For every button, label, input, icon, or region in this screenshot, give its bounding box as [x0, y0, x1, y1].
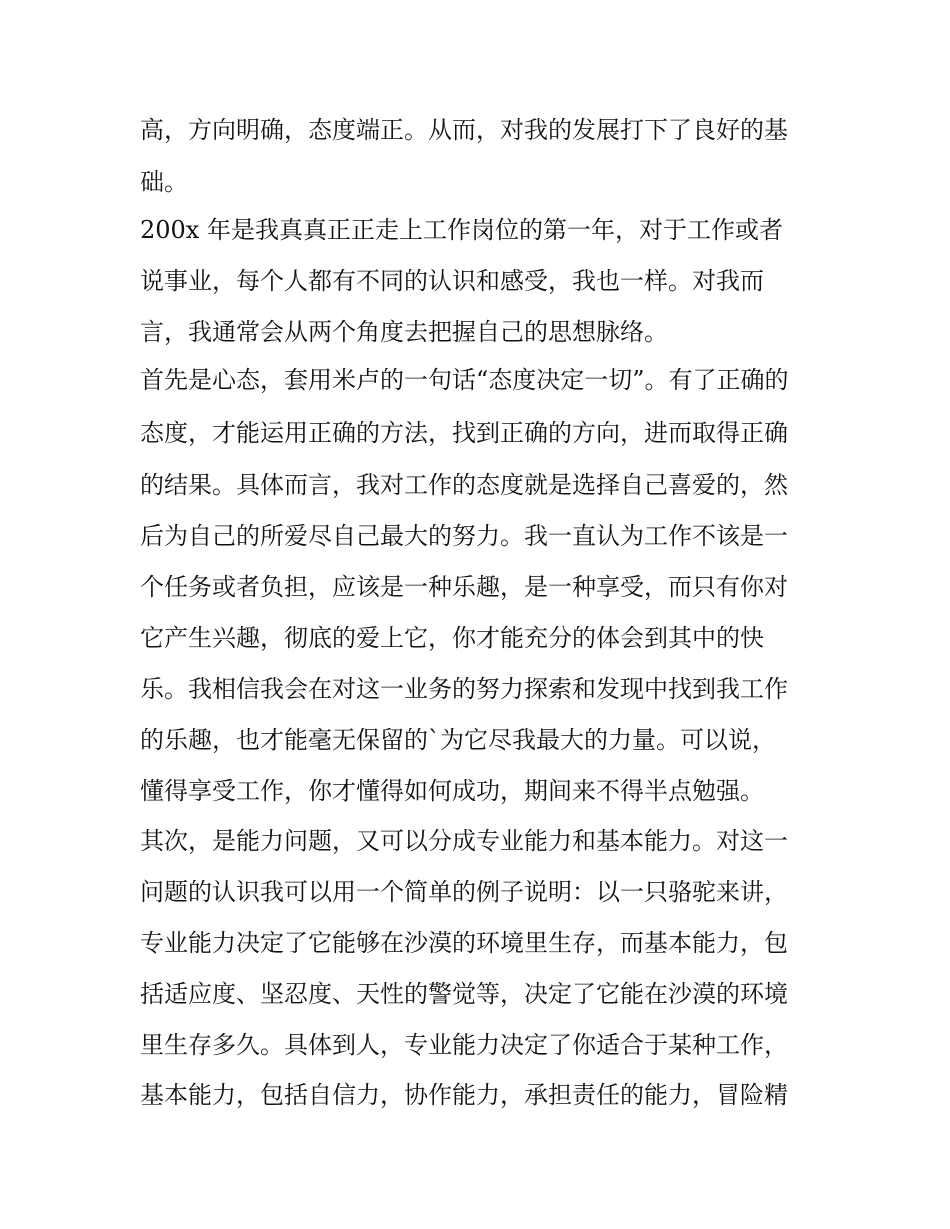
text-line: 括适应度、坚忍度、天性的警觉等，决定了它能在沙漠的环境 — [140, 980, 788, 1008]
text-line: 言，我通常会从两个角度去把握自己的思想脉络。 — [140, 318, 668, 346]
text-line: 的乐趣，也才能毫无保留的`为它尽我最大的力量。可以说， — [140, 726, 776, 754]
text-line: 其次，是能力问题，又可以分成专业能力和基本能力。对这一 — [140, 827, 788, 855]
text-line: 它产生兴趣，彻底的爱上它，你才能充分的体会到其中的快 — [140, 624, 764, 652]
text-line: 里生存多久。具体到人，专业能力决定了你适合于某种工作， — [140, 1031, 788, 1059]
text-line: 说事业，每个人都有不同的认识和感受，我也一样。对我而 — [140, 267, 764, 295]
text-line: 高，方向明确，态度端正。从而，对我的发展打下了良好的基 — [140, 116, 788, 144]
text-line: 的结果。具体而言，我对工作的态度就是选择自己喜爱的，然 — [140, 471, 788, 499]
text-line: 问题的认识我可以用一个简单的例子说明：以一只骆驼来讲， — [140, 878, 788, 906]
text-line: 基本能力，包括自信力，协作能力，承担责任的能力，冒险精 — [140, 1081, 788, 1109]
text-line: 乐。我相信我会在对这一业务的努力探索和发现中找到我工作 — [140, 675, 788, 703]
text-line: 专业能力决定了它能够在沙漠的环境里生存，而基本能力，包 — [140, 929, 788, 957]
text-line: 懂得享受工作，你才懂得如何成功，期间来不得半点勉强。 — [140, 777, 764, 805]
text-line: 200x 年是我真真正正走上工作岗位的第一年，对于工作或者 — [140, 216, 783, 244]
text-line: 础。 — [140, 168, 188, 196]
text-line: 首先是心态，套用米卢的一句话“态度决定一切”。有了正确的 — [140, 366, 789, 394]
text-line: 个任务或者负担，应该是一种乐趣，是一种享受，而只有你对 — [140, 573, 788, 601]
text-line: 态度，才能运用正确的方法，找到正确的方向，进而取得正确 — [140, 419, 788, 447]
text-line: 后为自己的所爱尽自己最大的努力。我一直认为工作不该是一 — [140, 522, 788, 550]
